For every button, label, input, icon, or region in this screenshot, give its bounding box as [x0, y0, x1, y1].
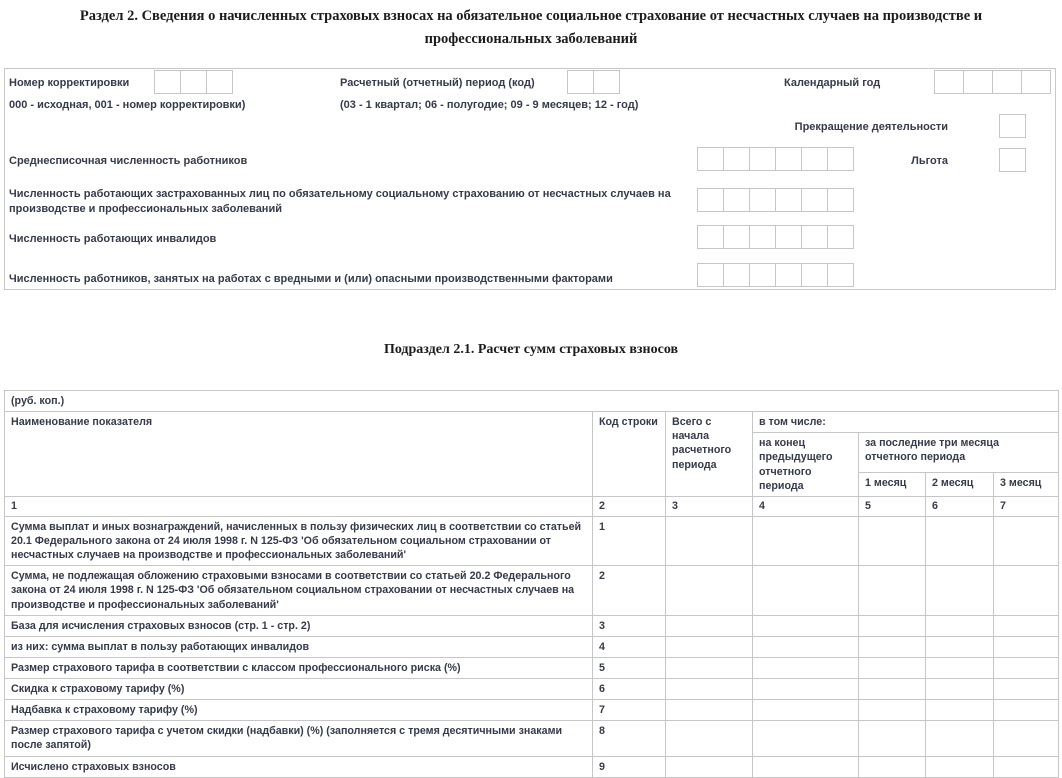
value-cell	[753, 615, 859, 636]
col-number: 7	[994, 496, 1059, 516]
input-cell	[206, 70, 233, 94]
input-cell	[697, 263, 724, 287]
input-cell	[593, 70, 620, 94]
termination-label: Прекращение деятельности	[794, 121, 948, 133]
section2-header-box	[4, 68, 1056, 290]
input-cell	[934, 70, 964, 94]
col-number: 2	[593, 496, 666, 516]
value-cell	[666, 566, 753, 615]
correction-number-hint: 000 - исходная, 001 - номер корректировки)	[9, 99, 246, 111]
value-cell	[666, 700, 753, 721]
termination-cell	[999, 114, 1026, 138]
table-row	[5, 679, 1059, 700]
value-cell	[926, 700, 994, 721]
col-header-prev-period: на конец предыдущего отчетного периода	[753, 433, 859, 497]
value-cell	[859, 700, 926, 721]
table-row	[5, 756, 1059, 777]
table-row	[5, 657, 1059, 678]
input-cell	[999, 114, 1026, 138]
input-cell	[723, 188, 750, 212]
value-cell	[859, 721, 926, 756]
input-cell	[801, 263, 828, 287]
input-cell	[775, 147, 802, 171]
row-code: 3	[593, 615, 666, 636]
row-code: 5	[593, 657, 666, 678]
value-cell	[994, 566, 1059, 615]
value-cell	[753, 721, 859, 756]
row-label: Скидка к страховому тарифу (%)	[5, 679, 593, 700]
row-code: 1	[593, 516, 666, 565]
benefit-label: Льгота	[911, 155, 948, 167]
input-cell	[775, 263, 802, 287]
table-row	[5, 636, 1059, 657]
value-cell	[994, 721, 1059, 756]
input-cell	[749, 188, 776, 212]
col-header-including: в том числе:	[753, 412, 1059, 433]
col-header-last-three-months: за последние три месяца отчетного периода	[859, 433, 1059, 473]
input-cell	[749, 225, 776, 249]
col-number: 6	[926, 496, 994, 516]
input-cell	[827, 263, 854, 287]
input-cell	[723, 263, 750, 287]
value-cell	[666, 636, 753, 657]
units-row	[5, 391, 1059, 412]
value-cell	[926, 721, 994, 756]
value-cell	[926, 657, 994, 678]
value-cell	[753, 566, 859, 615]
col-number: 4	[753, 496, 859, 516]
row-code: 4	[593, 636, 666, 657]
insured-workers-label: Численность работающих застрахованных лиц по обязательному социальному страхованию от несчастных случаев на производстве и профессиональных заболеваний	[9, 188, 671, 215]
input-cell	[775, 188, 802, 212]
value-cell	[753, 756, 859, 777]
row-label: из них: сумма выплат в пользу работающих инвалидов	[5, 636, 593, 657]
input-cell	[1021, 70, 1051, 94]
value-cell	[753, 700, 859, 721]
input-cell	[775, 225, 802, 249]
hazard-workers-cells	[697, 263, 854, 287]
value-cell	[859, 657, 926, 678]
value-cell	[994, 756, 1059, 777]
row-code: 7	[593, 700, 666, 721]
input-cell	[697, 188, 724, 212]
table-row	[5, 721, 1059, 756]
row-label: База для исчисления страховых взносов (стр. 1 - стр. 2)	[5, 615, 593, 636]
col-header-month3: 3 месяц	[994, 472, 1059, 496]
input-cell	[749, 147, 776, 171]
value-cell	[994, 657, 1059, 678]
value-cell	[859, 516, 926, 565]
value-cell	[753, 679, 859, 700]
insured-workers-cells	[697, 188, 854, 212]
input-cell	[827, 225, 854, 249]
value-cell	[994, 615, 1059, 636]
disabled-workers-label: Численность работающих инвалидов	[9, 233, 217, 245]
benefit-cell	[999, 148, 1026, 172]
col-header-month2: 2 месяц	[926, 472, 994, 496]
input-cell	[827, 147, 854, 171]
col-header-code: Код строки	[593, 412, 666, 497]
value-cell	[666, 615, 753, 636]
value-cell	[926, 636, 994, 657]
value-cell	[994, 516, 1059, 565]
row-label: Сумма выплат и иных вознаграждений, начисленных в пользу физических лиц в соответствии со статьей 20.1 Федерального закона от 24 июля 1998 г. N 125-ФЗ 'Об обязательном социальном страховании от несчастных случаев на производстве и профессиональных заболеваний'	[5, 516, 593, 565]
section-title: Раздел 2. Сведения о начисленных страховых взносах на обязательное социальное страхование от несчастных случаев на производстве и профессиональных заболеваний	[79, 8, 983, 48]
hazard-workers-label: Численность работников, занятых на работах с вредными и (или) опасными производственными факторами	[9, 273, 613, 285]
value-cell	[859, 756, 926, 777]
input-cell	[999, 148, 1026, 172]
input-cell	[697, 147, 724, 171]
value-cell	[666, 679, 753, 700]
value-cell	[859, 566, 926, 615]
row-code: 8	[593, 721, 666, 756]
value-cell	[926, 566, 994, 615]
table-row	[5, 700, 1059, 721]
period-hint: (03 - 1 квартал; 06 - полугодие; 09 - 9 месяцев; 12 - год)	[340, 99, 639, 111]
input-cell	[154, 70, 181, 94]
table-row	[5, 516, 1059, 565]
subsection-title: Подраздел 2.1. Расчет сумм страховых взносов	[383, 342, 679, 357]
avg-headcount-label: Среднесписочная численность работников	[9, 155, 248, 167]
input-cell	[801, 225, 828, 249]
calendar-year-label: Календарный год	[784, 77, 881, 89]
calculation-table	[4, 390, 1059, 778]
value-cell	[994, 636, 1059, 657]
value-cell	[926, 756, 994, 777]
value-cell	[666, 721, 753, 756]
value-cell	[666, 516, 753, 565]
value-cell	[859, 615, 926, 636]
table-row	[5, 566, 1059, 615]
col-header-month1: 1 месяц	[859, 472, 926, 496]
input-cell	[749, 263, 776, 287]
value-cell	[926, 615, 994, 636]
value-cell	[926, 679, 994, 700]
table-row	[5, 615, 1059, 636]
value-cell	[753, 636, 859, 657]
col-header-name: Наименование показателя	[5, 412, 593, 497]
value-cell	[859, 636, 926, 657]
value-cell	[926, 516, 994, 565]
input-cell	[827, 188, 854, 212]
calculation-table-wrap	[4, 390, 1059, 778]
col-number: 1	[5, 496, 593, 516]
disabled-workers-cells	[697, 225, 854, 249]
value-cell	[859, 679, 926, 700]
row-label: Надбавка к страховому тарифу (%)	[5, 700, 593, 721]
avg-headcount-cells	[697, 147, 854, 171]
value-cell	[753, 657, 859, 678]
input-cell	[801, 147, 828, 171]
col-number: 5	[859, 496, 926, 516]
header-row-1	[5, 412, 1059, 433]
input-cell	[963, 70, 993, 94]
input-cell	[697, 225, 724, 249]
input-cell	[992, 70, 1022, 94]
value-cell	[994, 679, 1059, 700]
period-label: Расчетный (отчетный) период (код)	[340, 77, 535, 89]
input-cell	[723, 147, 750, 171]
input-cell	[801, 188, 828, 212]
calendar-year-cells	[934, 70, 1051, 94]
row-code: 9	[593, 756, 666, 777]
row-label: Сумма, не подлежащая обложению страховыми взносами в соответствии со статьей 20.2 Федерального закона от 24 июля 1998 г. N 125-ФЗ 'Об обязательном социальном страховании от несчастных случаев на производстве и профессиональных заболеваний'	[5, 566, 593, 615]
col-number: 3	[666, 496, 753, 516]
row-label: Исчислено страховых взносов	[5, 756, 593, 777]
value-cell	[994, 700, 1059, 721]
correction-number-label: Номер корректировки	[9, 77, 130, 89]
input-cell	[180, 70, 207, 94]
row-label: Размер страхового тарифа в соответствии с классом профессионального риска (%)	[5, 657, 593, 678]
row-code: 2	[593, 566, 666, 615]
correction-number-cells	[154, 70, 233, 94]
value-cell	[666, 657, 753, 678]
row-label: Размер страхового тарифа с учетом скидки (надбавки) (%) (заполняется с тремя десятичными знаками после запятой)	[5, 721, 593, 756]
column-numbers-row	[5, 496, 1059, 516]
value-cell	[753, 516, 859, 565]
units-note: (руб. коп.)	[5, 391, 1059, 412]
input-cell	[567, 70, 594, 94]
col-header-total: Всего с начала расчетного периода	[666, 412, 753, 497]
input-cell	[723, 225, 750, 249]
period-cells	[567, 70, 620, 94]
row-code: 6	[593, 679, 666, 700]
value-cell	[666, 756, 753, 777]
